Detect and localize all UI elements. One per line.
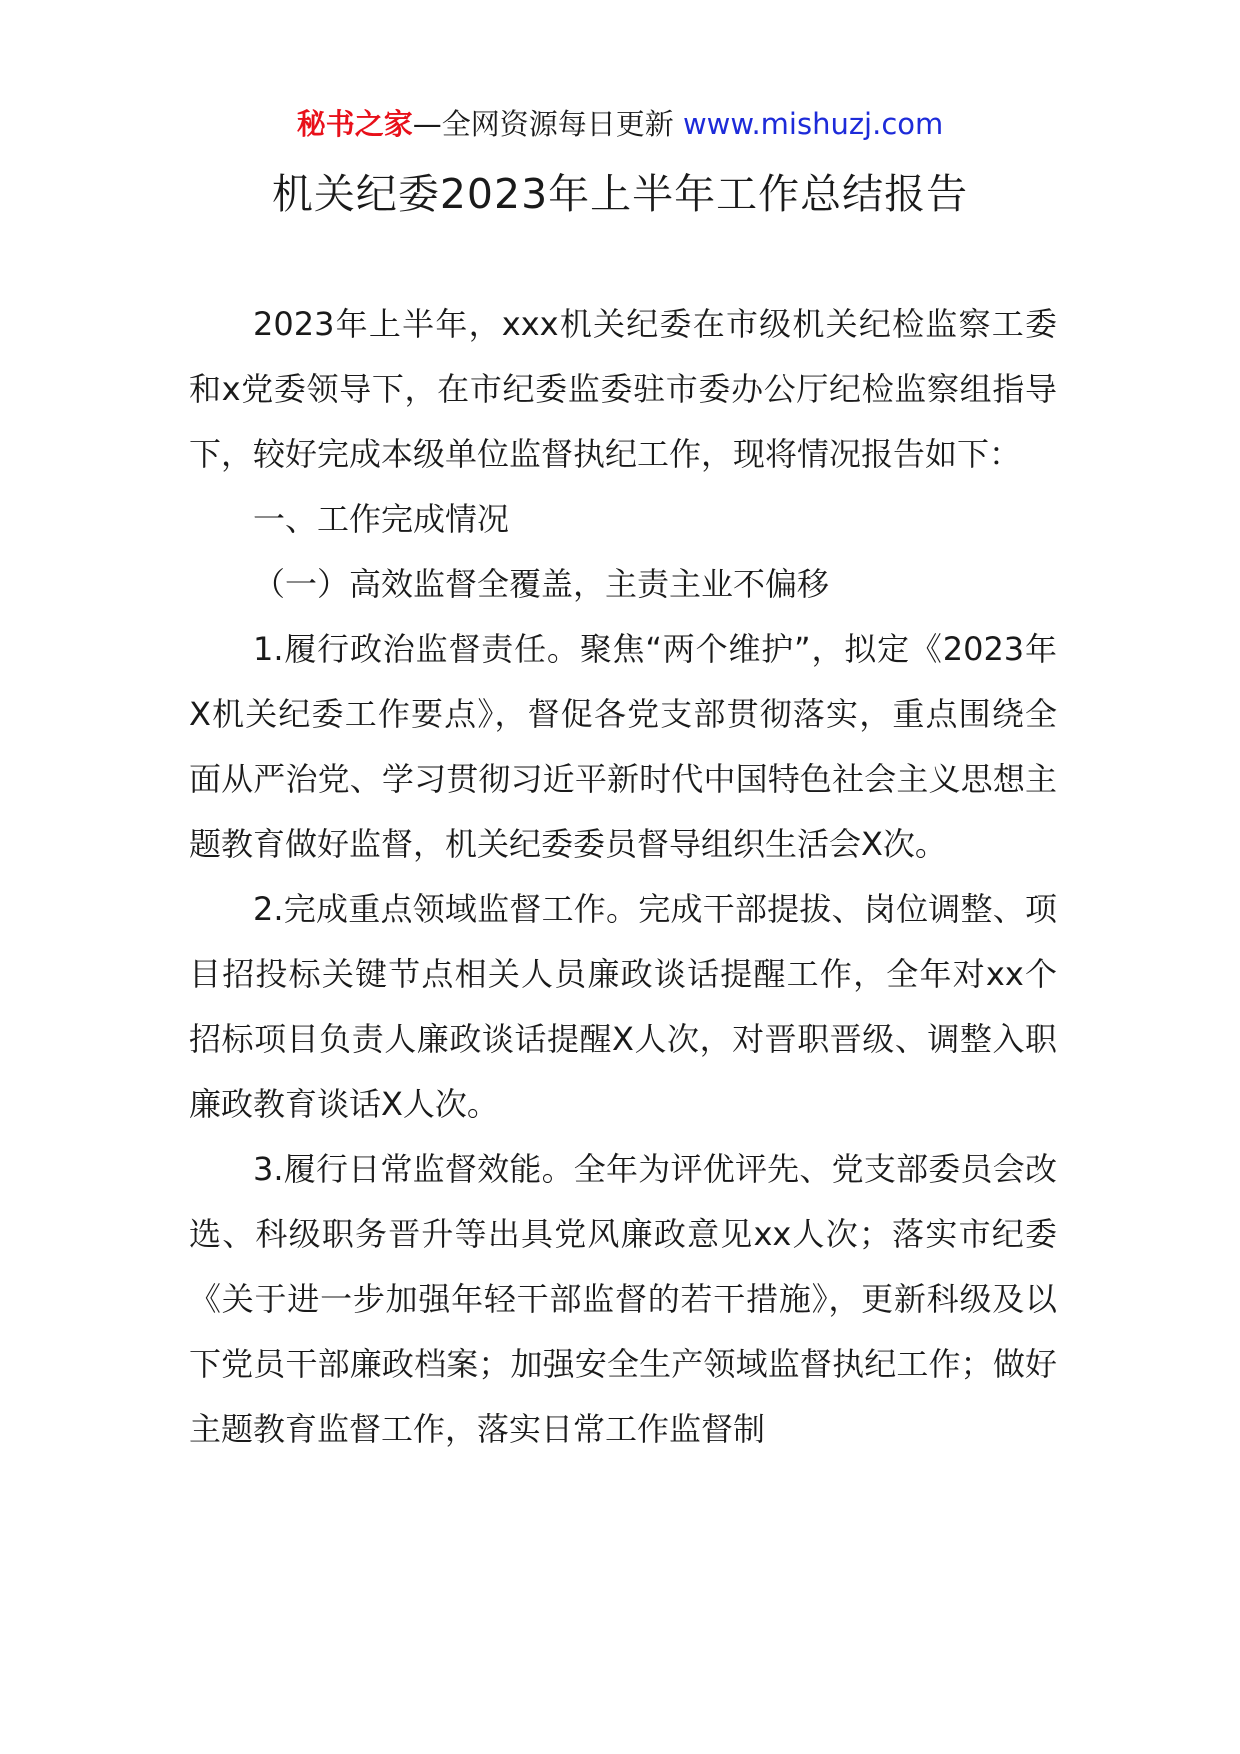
intro-paragraph: 2023年上半年，xxx机关纪委在市级机关纪检监察工委和x党委领导下，在市纪委监委驻市委办公厅纪检监察组指导下，较好完成本级单位监督执纪工作，现将情况报告如下： — [189, 305, 1057, 473]
subsection-heading: （一）高效监督全覆盖，主责主业不偏移 — [253, 565, 830, 603]
document-title: 机关纪委2023年上半年工作总结报告 — [271, 170, 969, 218]
section-heading: 一、工作完成情况 — [253, 500, 510, 538]
banner-slogan: —全网资源每日更新 — [412, 107, 683, 141]
document-body — [189, 292, 1057, 1462]
item-paragraph-2: 2.完成重点领域监督工作。完成干部提拔、岗位调整、项目招投标关键节点相关人员廉政谈话提醒工作，全年对xx个招标项目负责人廉政谈话提醒X人次，对晋职晋级、调整入职廉政教育谈话X人次。 — [189, 890, 1057, 1123]
website-link[interactable]: www.mishuzj.com — [682, 107, 944, 141]
header-banner — [0, 104, 1240, 144]
brand-name: 秘书之家 — [296, 107, 413, 141]
item-paragraph-3: 3.履行日常监督效能。全年为评优评先、党支部委员会改选、科级职务晋升等出具党风廉政意见xx人次；落实市纪委《关于进一步加强年轻干部监督的若干措施》，更新科级及以下党员干部廉政档案；加强安全生产领域监督执纪工作；做好主题教育监督工作，落实日常工作监督制 — [189, 1150, 1057, 1448]
item-paragraph-1: 1.履行政治监督责任。聚焦“两个维护”，拟定《2023年X机关纪委工作要点》，督促各党支部贯彻落实，重点围绕全面从严治党、学习贯彻习近平新时代中国特色社会主义思想主题教育做好监督，机关纪委委员督导组织生活会X次。 — [189, 630, 1057, 863]
